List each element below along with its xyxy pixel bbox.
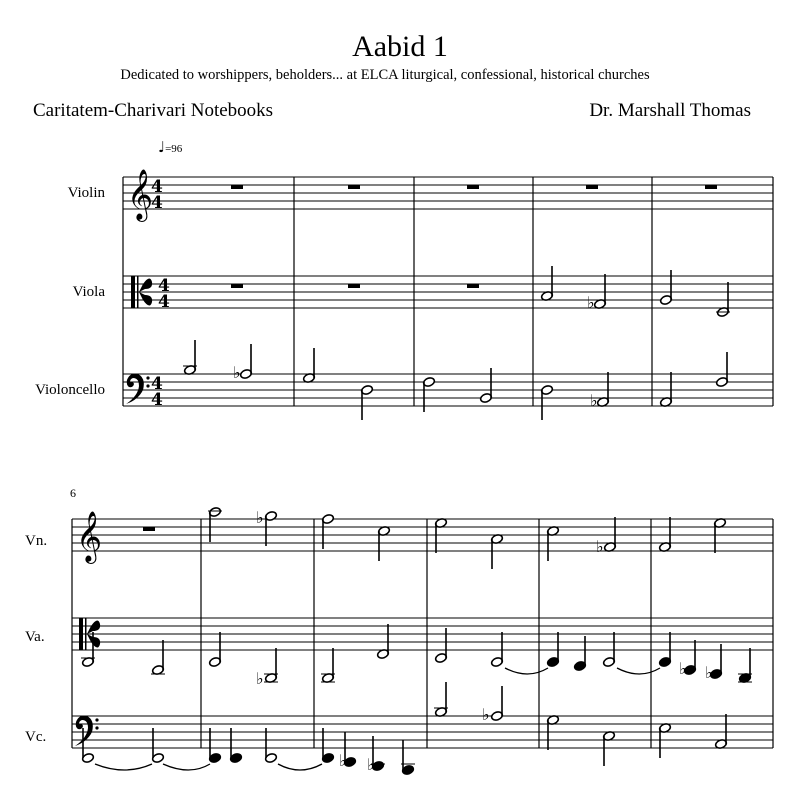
system-1	[123, 177, 773, 406]
tempo-value: =96	[165, 143, 183, 155]
ledger-lines	[151, 674, 752, 764]
svg-text:♭: ♭	[256, 669, 264, 688]
svg-text:4: 4	[151, 177, 163, 197]
instrument-abbrev-cello: Vc.	[25, 729, 47, 745]
quarter-note-icon: ♩	[158, 138, 166, 156]
svg-text:♭: ♭	[233, 363, 241, 382]
svg-text:♭: ♭	[482, 705, 490, 724]
svg-text:4: 4	[158, 276, 170, 296]
svg-text:♭: ♭	[587, 293, 595, 312]
svg-text:4: 4	[151, 374, 163, 394]
rests-system-2	[143, 527, 155, 531]
collection-name: Caritatem-Charivari Notebooks	[33, 100, 274, 121]
score-dedication: Dedicated to worshippers, beholders... at ELCA liturgical, confessional, historical churches	[120, 67, 650, 83]
svg-text:♭: ♭	[596, 537, 604, 556]
notes-system-2	[81, 507, 727, 766]
instrument-label-viola: Viola	[72, 284, 105, 300]
composer-name: Dr. Marshall Thomas	[589, 100, 751, 121]
instrument-abbrev-viola: Va.	[25, 629, 45, 645]
score-title: Aabid 1	[352, 30, 448, 63]
bass-clef-icon	[126, 374, 150, 404]
treble-clef-icon: 𝄞	[76, 511, 103, 562]
bass-clef-icon	[75, 716, 99, 746]
instrument-abbrev-violin: Vn.	[25, 533, 48, 549]
time-signatures	[151, 177, 170, 410]
svg-text:♭: ♭	[590, 391, 598, 410]
staff-lines	[123, 177, 773, 406]
svg-text:4: 4	[151, 390, 163, 410]
rests-system-1	[231, 185, 717, 288]
svg-text:4: 4	[151, 193, 163, 213]
instrument-label-cello: Violoncello	[35, 382, 105, 398]
quarter-notes	[209, 632, 752, 775]
svg-text:♭: ♭	[339, 751, 347, 770]
svg-text:4: 4	[158, 292, 170, 312]
measure-number: 6	[70, 486, 76, 500]
svg-text:♭: ♭	[679, 659, 687, 678]
instrument-label-violin: Violin	[67, 185, 105, 201]
svg-text:♭: ♭	[367, 755, 375, 774]
system-2	[72, 519, 773, 748]
notes-system-1	[183, 266, 730, 420]
svg-text:♭: ♭	[256, 508, 264, 527]
svg-text:♭: ♭	[705, 663, 713, 682]
ties	[95, 668, 660, 770]
flat-icons-2	[256, 508, 713, 774]
treble-clef-icon: 𝄞	[127, 169, 154, 220]
